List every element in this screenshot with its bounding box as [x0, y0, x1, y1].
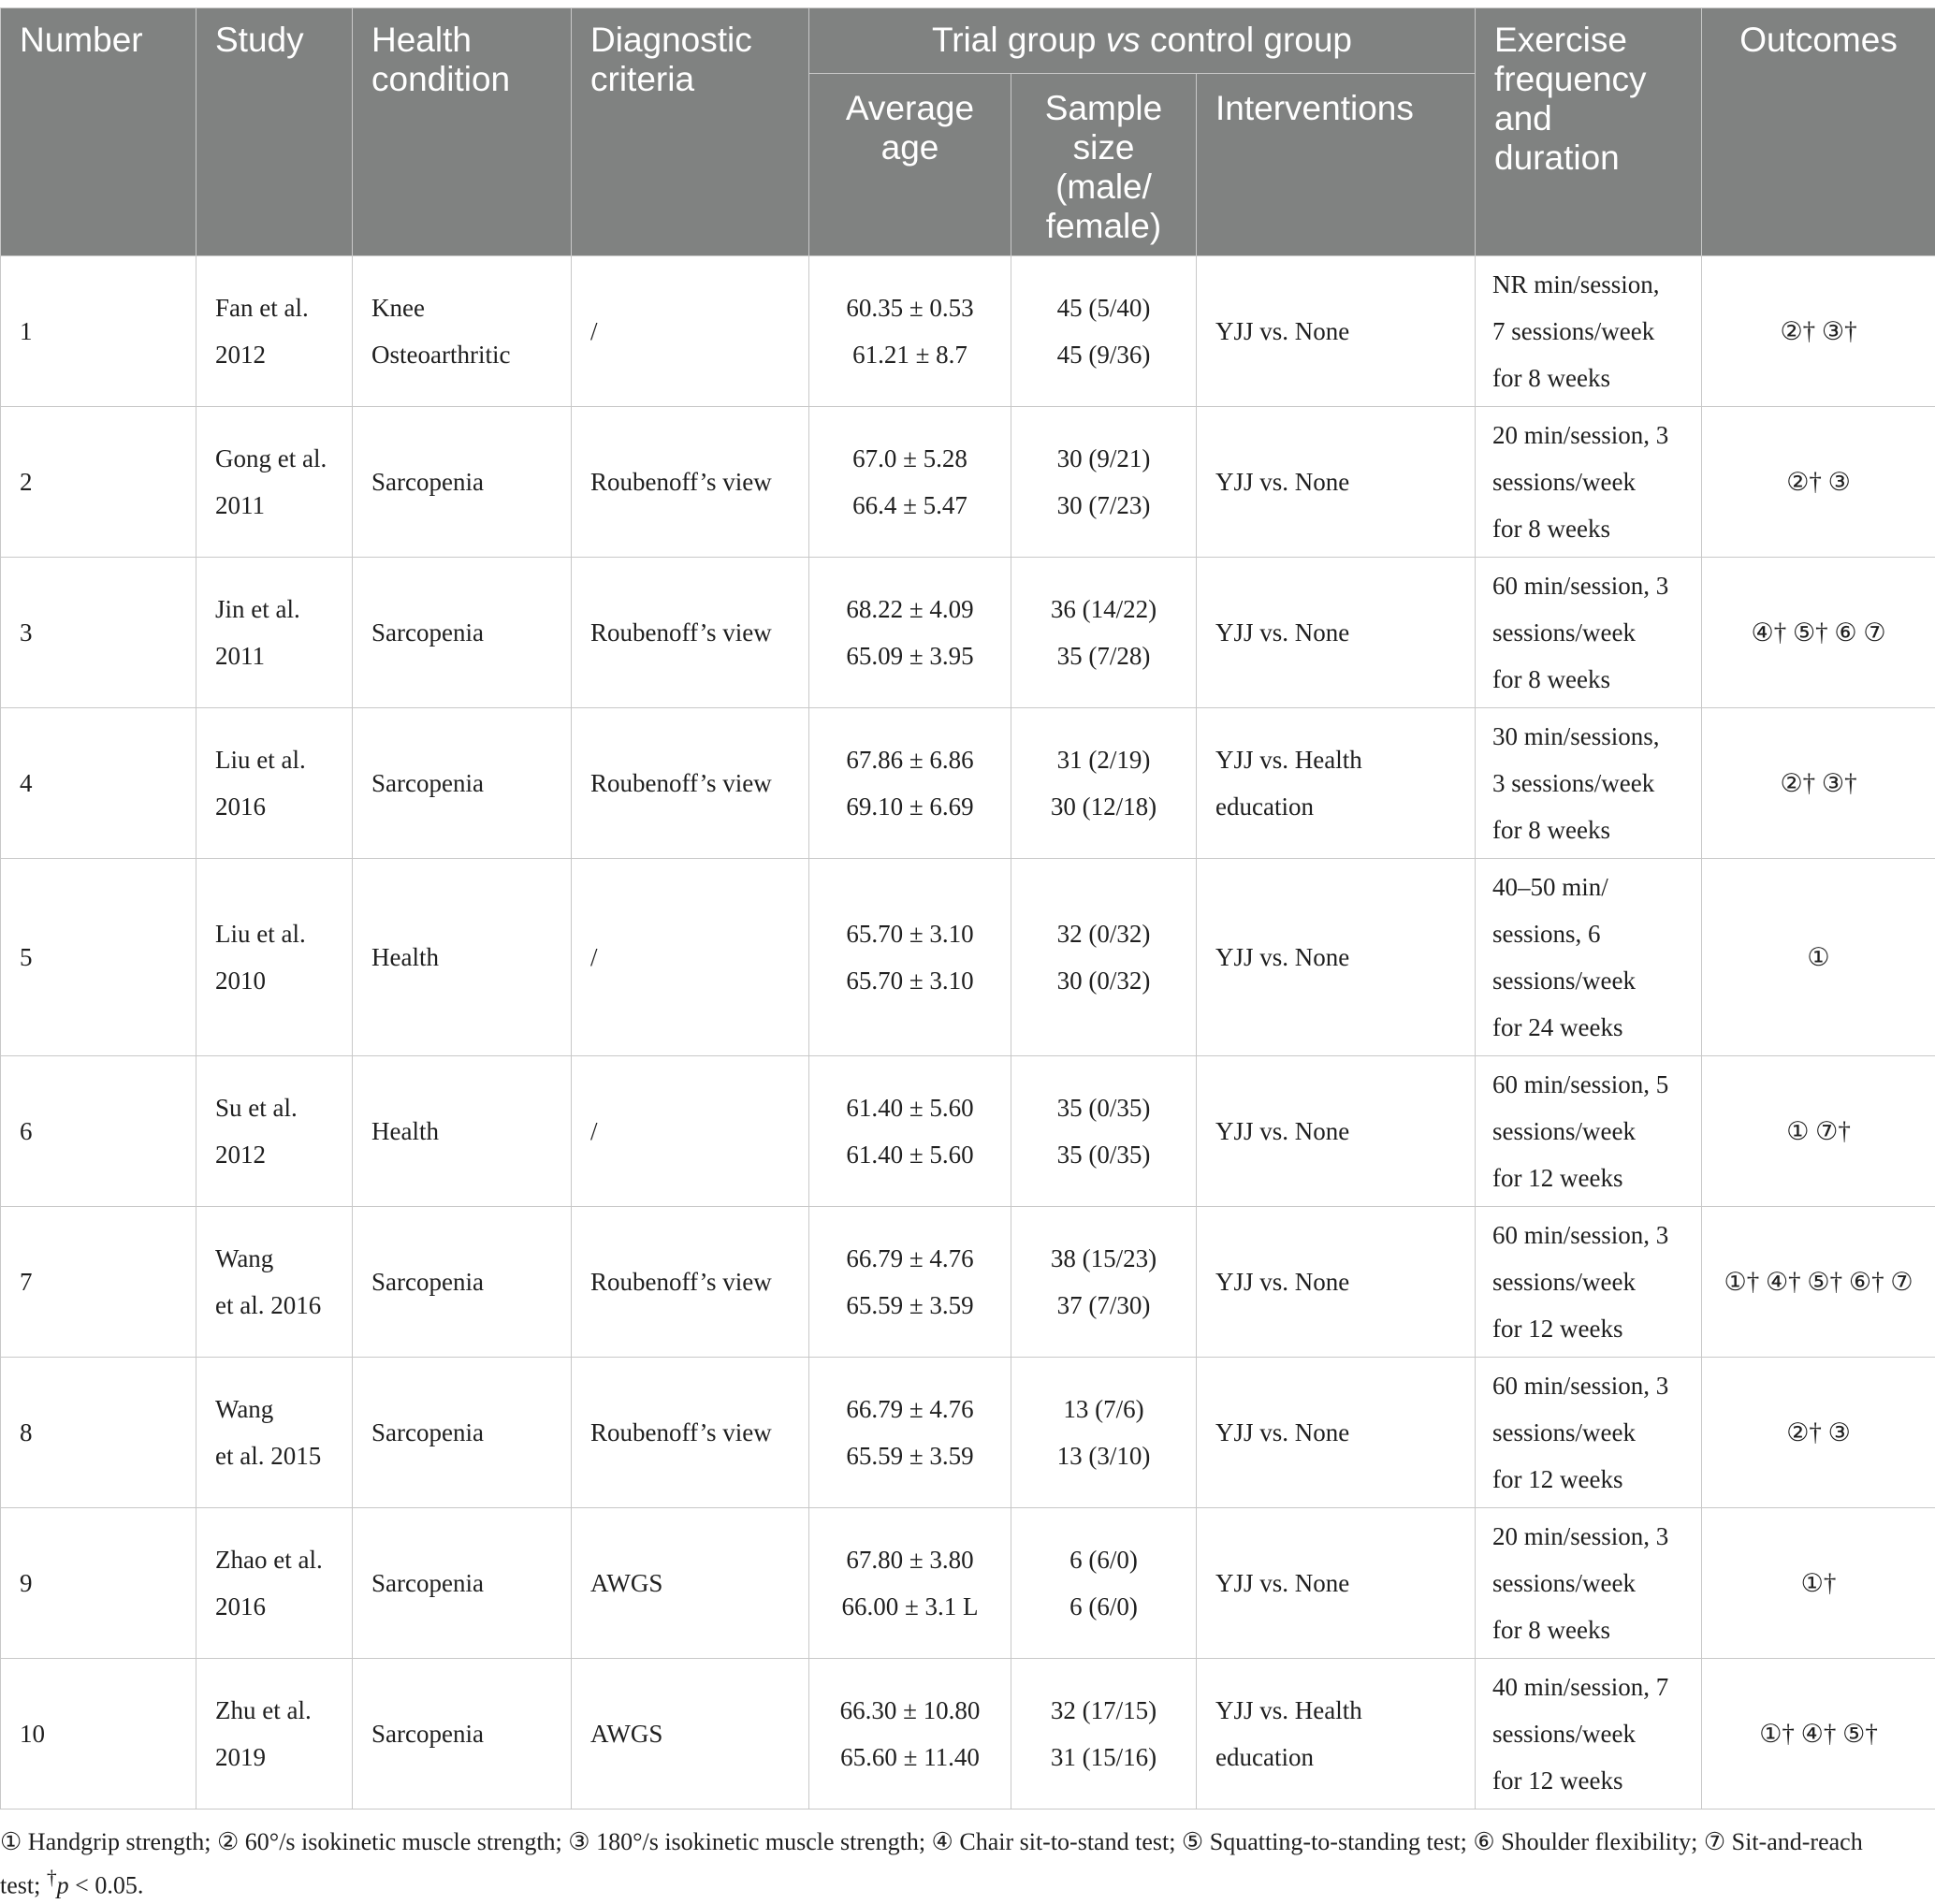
- header-trial-vs: vs: [1106, 21, 1141, 59]
- cell-age: 61.40 ± 5.60 61.40 ± 5.60: [809, 1056, 1011, 1207]
- header-trial-vs-control: [809, 8, 1476, 74]
- table-row: [1, 558, 1935, 708]
- cell-number: 6: [1, 1056, 196, 1207]
- cell-age: 66.30 ± 10.80 65.60 ± 11.40: [809, 1659, 1011, 1810]
- cell-study: Zhu et al. 2019: [196, 1659, 353, 1810]
- cell-sample: 32 (17/15) 31 (15/16): [1011, 1659, 1197, 1810]
- cell-number: 7: [1, 1207, 196, 1358]
- cell-criteria: Roubenoff’s view: [572, 558, 809, 708]
- cell-criteria: /: [572, 1056, 809, 1207]
- cell-criteria: Roubenoff’s view: [572, 1207, 809, 1358]
- cell-criteria: Roubenoff’s view: [572, 708, 809, 859]
- table-row: [1, 859, 1935, 1056]
- cell-outcomes: ②† ③†: [1702, 256, 1935, 407]
- cell-sample: 36 (14/22) 35 (7/28): [1011, 558, 1197, 708]
- table-row: [1, 1056, 1935, 1207]
- cell-outcomes: ④† ⑤† ⑥ ⑦: [1702, 558, 1935, 708]
- cell-intervention: YJJ vs. None: [1197, 558, 1476, 708]
- cell-study: Liu et al. 2016: [196, 708, 353, 859]
- table-body: [1, 256, 1935, 1810]
- cell-intervention: YJJ vs. None: [1197, 1508, 1476, 1659]
- footnote-dagger: †: [47, 1867, 57, 1889]
- cell-exercise: 60 min/session, 5 sessions/week for 12 weeks: [1476, 1056, 1702, 1207]
- table-header: [1, 8, 1935, 256]
- cell-outcomes: ①† ④† ⑤† ⑥† ⑦: [1702, 1207, 1935, 1358]
- cell-outcomes: ②† ③: [1702, 407, 1935, 558]
- cell-intervention: YJJ vs. None: [1197, 859, 1476, 1056]
- footnote-text: ① Handgrip strength; ② 60°/s isokinetic muscle strength; ③ 180°/s isokinetic muscle strength; ④ Chair sit-to-stand test; ⑤ Squatting-to-standing test; ⑥ Shoulder flexibility; ⑦ Sit-and-reach test;: [0, 1828, 1863, 1899]
- cell-outcomes: ①† ④† ⑤†: [1702, 1659, 1935, 1810]
- cell-exercise: NR min/session, 7 sessions/week for 8 weeks: [1476, 256, 1702, 407]
- cell-condition: Sarcopenia: [353, 1358, 572, 1508]
- cell-number: 4: [1, 708, 196, 859]
- studies-table: [0, 7, 1935, 1810]
- cell-sample: 32 (0/32) 30 (0/32): [1011, 859, 1197, 1056]
- cell-intervention: YJJ vs. None: [1197, 407, 1476, 558]
- table-row: [1, 256, 1935, 407]
- cell-outcomes: ②† ③†: [1702, 708, 1935, 859]
- cell-study: Zhao et al. 2016: [196, 1508, 353, 1659]
- cell-study: Su et al. 2012: [196, 1056, 353, 1207]
- cell-exercise: 40–50 min/ sessions, 6 sessions/week for 24 weeks: [1476, 859, 1702, 1056]
- cell-condition: Health: [353, 1056, 572, 1207]
- cell-criteria: AWGS: [572, 1659, 809, 1810]
- cell-sample: 38 (15/23) 37 (7/30): [1011, 1207, 1197, 1358]
- cell-sample: 31 (2/19) 30 (12/18): [1011, 708, 1197, 859]
- header-sample-size: Sample size (male/ female): [1011, 74, 1197, 256]
- cell-exercise: 60 min/session, 3 sessions/week for 12 weeks: [1476, 1358, 1702, 1508]
- cell-criteria: /: [572, 256, 809, 407]
- header-average-age: Average age: [809, 74, 1011, 256]
- cell-study: Wang et al. 2015: [196, 1358, 353, 1508]
- cell-age: 67.0 ± 5.28 66.4 ± 5.47: [809, 407, 1011, 558]
- cell-study: Gong et al. 2011: [196, 407, 353, 558]
- cell-outcomes: ①: [1702, 859, 1935, 1056]
- header-trial-suffix: control group: [1141, 21, 1352, 59]
- cell-criteria: Roubenoff’s view: [572, 1358, 809, 1508]
- cell-exercise: 30 min/sessions, 3 sessions/week for 8 weeks: [1476, 708, 1702, 859]
- cell-criteria: Roubenoff’s view: [572, 407, 809, 558]
- cell-number: 2: [1, 407, 196, 558]
- cell-intervention: YJJ vs. None: [1197, 1207, 1476, 1358]
- cell-condition: Health: [353, 859, 572, 1056]
- cell-condition: Sarcopenia: [353, 1659, 572, 1810]
- cell-number: 3: [1, 558, 196, 708]
- cell-age: 66.79 ± 4.76 65.59 ± 3.59: [809, 1207, 1011, 1358]
- cell-condition: Sarcopenia: [353, 1207, 572, 1358]
- cell-exercise: 40 min/session, 7 sessions/week for 12 weeks: [1476, 1659, 1702, 1810]
- cell-criteria: AWGS: [572, 1508, 809, 1659]
- cell-intervention: YJJ vs. None: [1197, 256, 1476, 407]
- cell-sample: 35 (0/35) 35 (0/35): [1011, 1056, 1197, 1207]
- cell-age: 68.22 ± 4.09 65.09 ± 3.95: [809, 558, 1011, 708]
- header-trial-prefix: Trial group: [932, 21, 1106, 59]
- header-interventions: Interventions: [1197, 74, 1476, 256]
- cell-condition: Knee Osteoarthritic: [353, 256, 572, 407]
- cell-condition: Sarcopenia: [353, 1508, 572, 1659]
- cell-study: Wang et al. 2016: [196, 1207, 353, 1358]
- cell-age: 67.80 ± 3.80 66.00 ± 3.1 L: [809, 1508, 1011, 1659]
- cell-exercise: 60 min/session, 3 sessions/week for 8 weeks: [1476, 558, 1702, 708]
- cell-sample: 6 (6/0) 6 (6/0): [1011, 1508, 1197, 1659]
- table-row: [1, 1508, 1935, 1659]
- table-footnote: [0, 1824, 1909, 1904]
- table-row: [1, 708, 1935, 859]
- cell-study: Jin et al. 2011: [196, 558, 353, 708]
- header-exercise-frequency: Exercise frequency and duration: [1476, 8, 1702, 256]
- cell-exercise: 20 min/session, 3 sessions/week for 8 weeks: [1476, 407, 1702, 558]
- cell-number: 9: [1, 1508, 196, 1659]
- header-study: Study: [196, 8, 353, 256]
- cell-intervention: YJJ vs. Health education: [1197, 1659, 1476, 1810]
- cell-outcomes: ②† ③: [1702, 1358, 1935, 1508]
- cell-intervention: YJJ vs. None: [1197, 1358, 1476, 1508]
- cell-criteria: /: [572, 859, 809, 1056]
- cell-age: 66.79 ± 4.76 65.59 ± 3.59: [809, 1358, 1011, 1508]
- cell-condition: Sarcopenia: [353, 708, 572, 859]
- cell-exercise: 60 min/session, 3 sessions/week for 12 weeks: [1476, 1207, 1702, 1358]
- header-number: Number: [1, 8, 196, 256]
- table-row: [1, 1659, 1935, 1810]
- cell-number: 8: [1, 1358, 196, 1508]
- cell-age: 60.35 ± 0.53 61.21 ± 8.7: [809, 256, 1011, 407]
- cell-exercise: 20 min/session, 3 sessions/week for 8 weeks: [1476, 1508, 1702, 1659]
- cell-outcomes: ① ⑦†: [1702, 1056, 1935, 1207]
- table-row: [1, 1358, 1935, 1508]
- table-row: [1, 407, 1935, 558]
- cell-age: 67.86 ± 6.86 69.10 ± 6.69: [809, 708, 1011, 859]
- footnote-p-value: < 0.05.: [69, 1872, 144, 1899]
- header-diagnostic-criteria: Diagnostic criteria: [572, 8, 809, 256]
- cell-condition: Sarcopenia: [353, 558, 572, 708]
- footnote-p-symbol: p: [57, 1872, 69, 1899]
- header-health-condition: Health condition: [353, 8, 572, 256]
- cell-number: 1: [1, 256, 196, 407]
- cell-sample: 45 (5/40) 45 (9/36): [1011, 256, 1197, 407]
- cell-outcomes: ①†: [1702, 1508, 1935, 1659]
- table-row: [1, 1207, 1935, 1358]
- cell-study: Fan et al. 2012: [196, 256, 353, 407]
- cell-condition: Sarcopenia: [353, 407, 572, 558]
- cell-intervention: YJJ vs. None: [1197, 1056, 1476, 1207]
- cell-age: 65.70 ± 3.10 65.70 ± 3.10: [809, 859, 1011, 1056]
- cell-number: 10: [1, 1659, 196, 1810]
- header-outcomes: Outcomes: [1702, 8, 1935, 256]
- cell-study: Liu et al. 2010: [196, 859, 353, 1056]
- cell-intervention: YJJ vs. Health education: [1197, 708, 1476, 859]
- cell-number: 5: [1, 859, 196, 1056]
- cell-sample: 13 (7/6) 13 (3/10): [1011, 1358, 1197, 1508]
- cell-sample: 30 (9/21) 30 (7/23): [1011, 407, 1197, 558]
